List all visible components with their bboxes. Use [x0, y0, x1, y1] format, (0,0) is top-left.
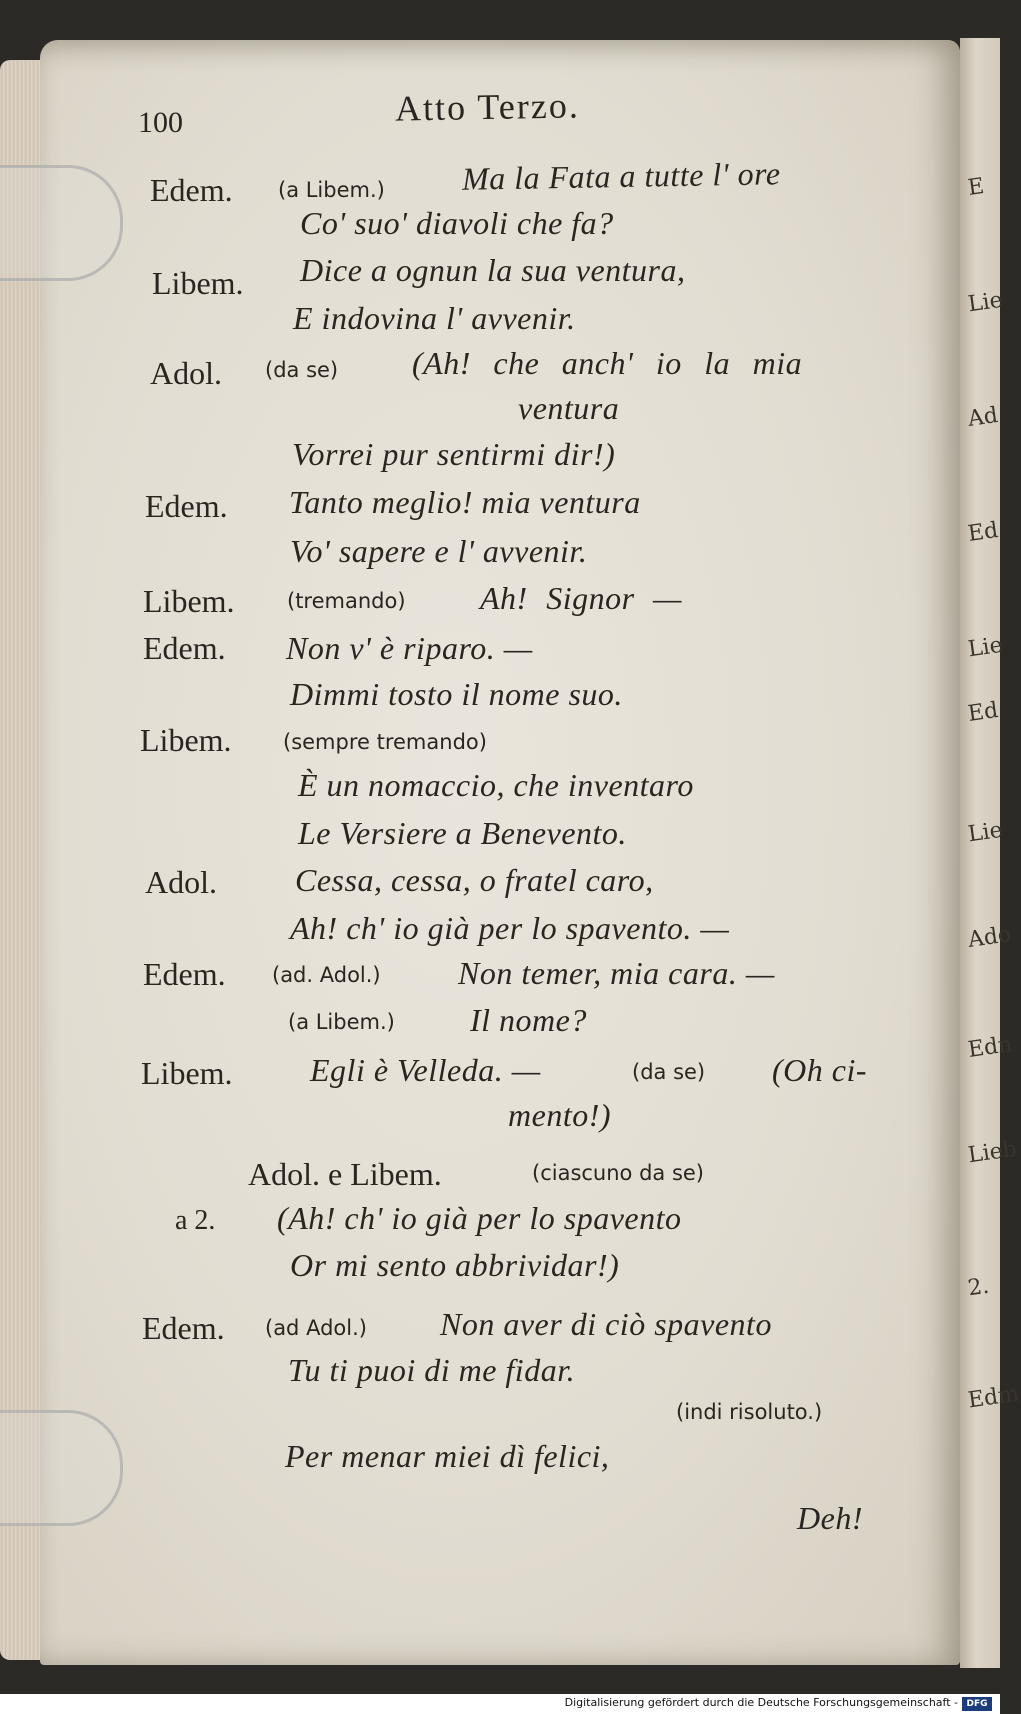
speaker-label: Edem. — [143, 630, 226, 666]
speaker-label: Libem. — [152, 265, 244, 301]
verse-line: Le Versiere a Benevento. — [298, 815, 627, 851]
verse-line: Co' suo' diavoli che fa? — [300, 205, 614, 241]
verse-line: mento!) — [508, 1097, 612, 1133]
verse-line: ventura — [518, 390, 620, 426]
verse-line: Tanto meglio! mia ventura — [289, 484, 641, 520]
verse-line: Non temer, mia cara. — — [458, 955, 775, 991]
stage-direction: (ad. Adol.) — [272, 963, 381, 987]
verse-line: Ma la Fata a tutte l' ore — [461, 155, 781, 197]
speaker-label: Libem. — [143, 583, 235, 619]
digitization-credit: Digitalisierung gefördert durch die Deutsche Forschungsgemeinschaft - — [564, 1696, 958, 1709]
running-header: Atto Terzo. — [394, 85, 581, 129]
next-page-fragment: Edm — [966, 1381, 1021, 1414]
speaker-label: a 2. — [175, 1205, 216, 1236]
verse-line: È un nomaccio, che inventaro — [298, 767, 694, 803]
stage-direction: (a Libem.) — [288, 1010, 395, 1034]
stage-direction: (ciascuno da se) — [532, 1161, 704, 1185]
next-page-fragment: Ed — [966, 518, 1000, 547]
verse-line: Il nome? — [470, 1002, 587, 1038]
verse-line: Vorrei pur sentirmi dir!) — [292, 436, 616, 472]
verse-line: Ah! Signor — — [480, 580, 682, 616]
next-page-fragment: Ed — [966, 698, 1000, 727]
verse-line: Vo' sapere e l' avvenir. — [290, 533, 588, 569]
verse-line: Non aver di ciò spavento — [440, 1306, 772, 1342]
verse-line: (Ah! che anch' io la mia — [412, 345, 803, 381]
next-page-fragment: Ad — [966, 403, 1000, 432]
speaker-label: Adol. — [150, 355, 222, 391]
verse-line: Dice a ognun la sua ventura, — [300, 252, 686, 288]
verse-line: Per menar miei dì felici, — [285, 1438, 610, 1474]
speaker-label: Edem. — [145, 488, 228, 524]
verse-line: Cessa, cessa, o fratel caro, — [295, 862, 654, 898]
verse-line: Deh! — [797, 1500, 863, 1536]
verse-line: (Ah! ch' io già per lo spavento — [277, 1200, 682, 1236]
verse-line: Egli è Velleda. — — [310, 1052, 541, 1088]
next-page-fragment: Lie — [966, 632, 1005, 663]
stage-direction: (sempre tremando) — [283, 730, 487, 754]
page-clip-bottom — [0, 1410, 123, 1526]
stage-direction: (da se) — [265, 358, 339, 382]
verse-line: (Oh ci- — [772, 1052, 868, 1088]
stage-direction: (da se) — [632, 1060, 706, 1084]
next-page-fragment: Lie — [966, 817, 1005, 848]
speaker-label: Edem. — [150, 172, 233, 208]
verse-line: Or mi sento abbrividar!) — [290, 1247, 620, 1283]
dfg-logo: DFG — [962, 1697, 992, 1711]
speaker-label: Adol. e Libem. — [248, 1156, 442, 1192]
next-page-fragment: 2. — [966, 1273, 991, 1302]
verse-line: Non v' è riparo. — — [286, 630, 533, 666]
next-page-fragment: Lie — [966, 287, 1005, 318]
verse-line: Ah! ch' io già per lo spavento. — — [290, 910, 730, 946]
stage-direction: (tremando) — [287, 589, 406, 613]
verse-line: Dimmi tosto il nome suo. — [290, 676, 623, 712]
next-page-fragment: Edn — [966, 1032, 1014, 1063]
speaker-label: Libem. — [140, 722, 232, 758]
stage-direction: (a Libem.) — [278, 178, 385, 202]
verse-line: E indovina l' avvenir. — [293, 300, 576, 336]
next-page-fragment: E — [966, 174, 986, 201]
page-number: 100 — [138, 106, 183, 139]
next-page-fragment: Lieb — [966, 1136, 1019, 1169]
next-page-fragment: Ado — [966, 922, 1013, 953]
next-page-edge — [960, 38, 1000, 1668]
verse-line: Tu ti puoi di me fidar. — [288, 1352, 576, 1388]
stage-direction: (indi risoluto.) — [676, 1400, 823, 1424]
speaker-label: Edem. — [143, 956, 226, 992]
stage-direction: (ad Adol.) — [265, 1316, 367, 1340]
page-clip-top — [0, 165, 123, 281]
speaker-label: Adol. — [145, 864, 217, 900]
speaker-label: Libem. — [141, 1055, 233, 1091]
speaker-label: Edem. — [142, 1310, 225, 1346]
